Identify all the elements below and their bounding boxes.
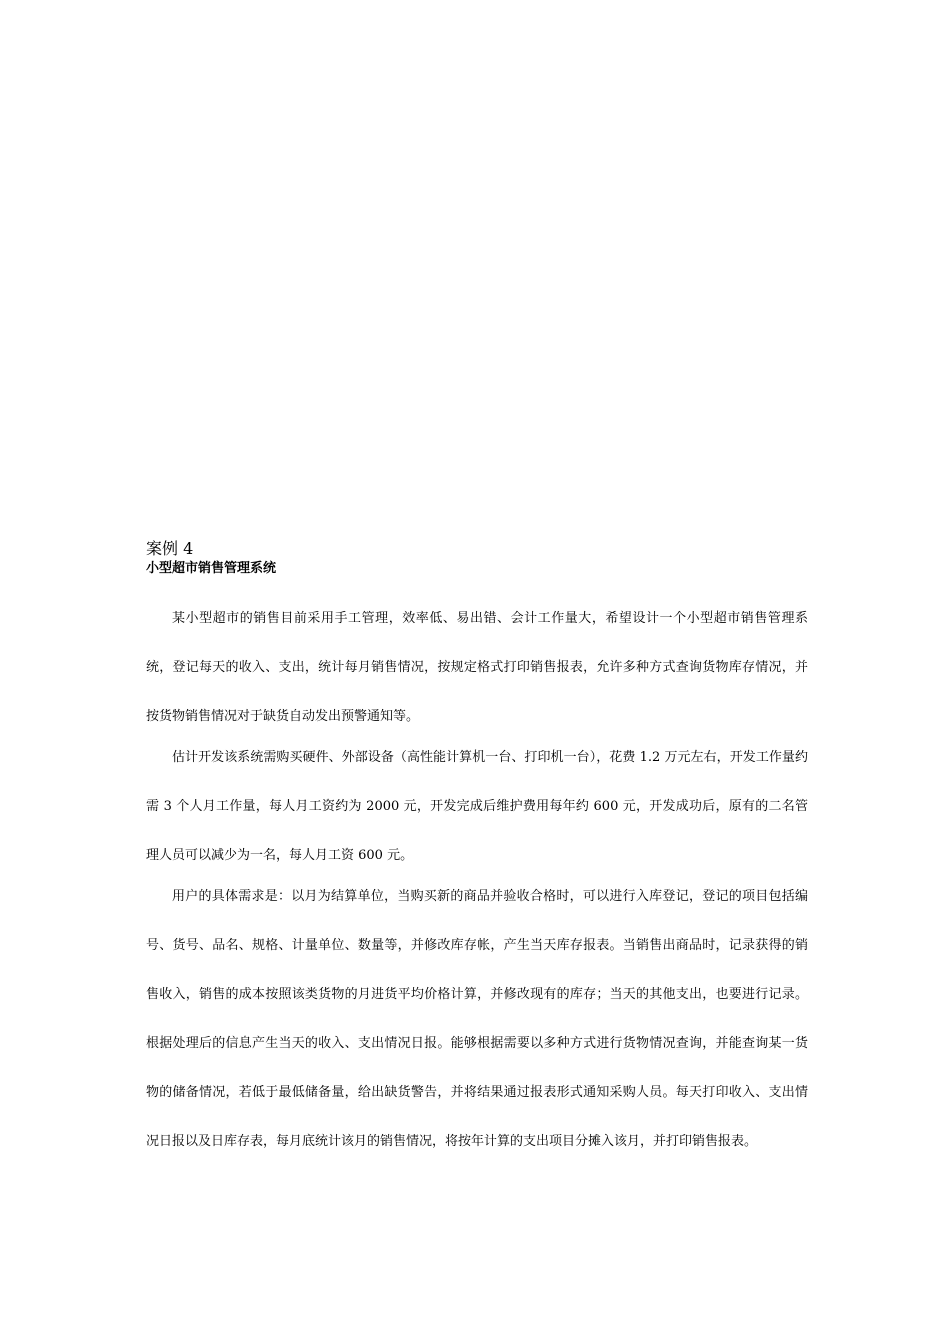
case-label: 案例 4 bbox=[146, 539, 194, 558]
paragraph-cost-estimate: 估计开发该系统需购买硬件、外部设备（高性能计算机一台、打印机一台），花费 1.2 万元左右，开发工作量约需 3 个人月工作量，每人月工资约为 2000 元，开发完成后维护费用每年约 600 元，开发成功后，原有的二名管理人员可以减少为一名，每人月工资 600 元。 bbox=[146, 750, 808, 863]
paragraph-requirements: 用户的具体需求是：以月为结算单位，当购买新的商品并验收合格时，可以进行入库登记，登记的项目包括编号、货号、品名、规格、计量单位、数量等，并修改库存帐，产生当天库存报表。当销售出商品时，记录获得的销售收入，销售的成本按照该类货物的月进货平均价格计算，并修改现有的库存；当天的其他支出，也要进行记录。根据处理后的信息产生当天的收入、支出情况日报。能够根据需要以多种方式进行货物情况查询，并能查询某一货物的储备情况，若低于最低储备量，给出缺货警告，并将结果通过报表形式通知采购人员。每天打印收入、支出情况日报以及日库存表，每月底统计该月的销售情况，将按年计算的支出项目分摊入该月，并打印销售报表。 bbox=[146, 889, 808, 1149]
paragraph-background: 某小型超市的销售目前采用手工管理，效率低、易出错、会计工作量大，希望设计一个小型超市销售管理系统，登记每天的收入、支出，统计每月销售情况，按规定格式打印销售报表，允许多种方式查询货物库存情况，并按货物销售情况对于缺货自动发出预警通知等。 bbox=[146, 611, 808, 724]
case-title: 小型超市销售管理系统 bbox=[146, 561, 277, 576]
document-body bbox=[146, 538, 808, 1166]
